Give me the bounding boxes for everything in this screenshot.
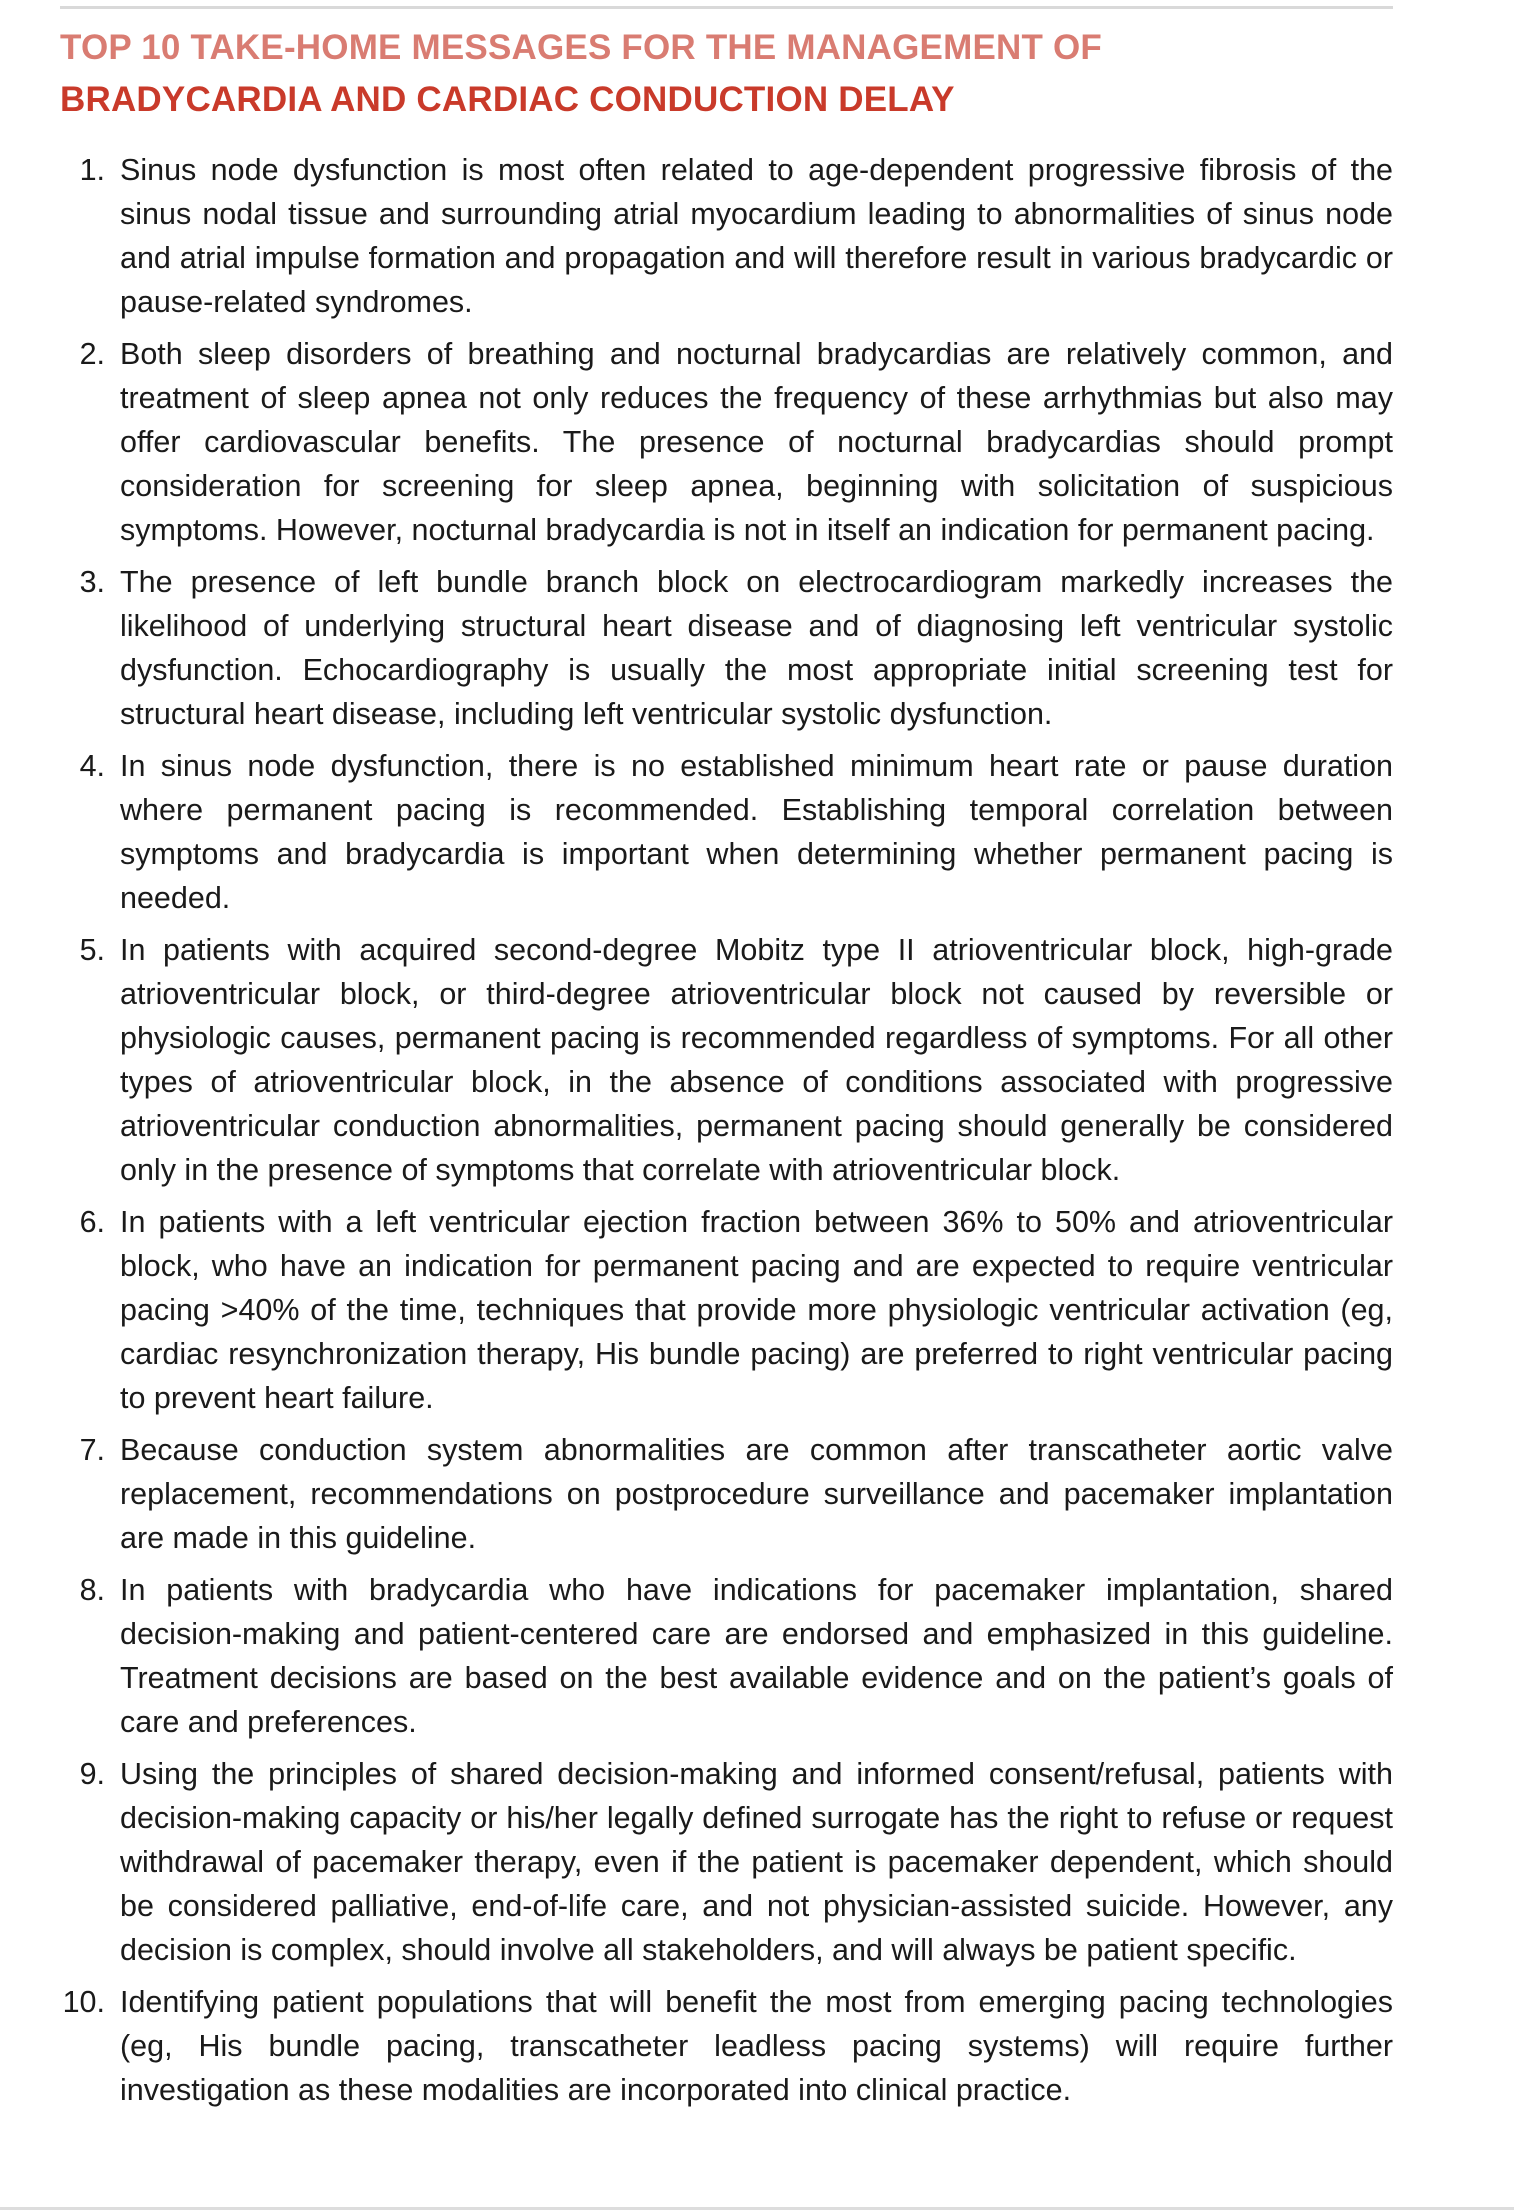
item-number: 10. [62, 1985, 105, 2019]
page-title [60, 22, 1393, 126]
item-number: 5. [79, 933, 105, 967]
top-divider [60, 6, 1393, 9]
item-number: 1. [79, 153, 105, 187]
title-line-1: TOP 10 TAKE-HOME MESSAGES FOR THE MANAGEMENT OF [60, 28, 1102, 67]
item-text: Both sleep disorders of breathing and nocturnal bradycardias are relatively common, and treatment of sleep apnea not only reduces the frequency of these arrhythmias but also may offer cardiovascular benefits. The presence of nocturnal bradycardias should prompt consideration for screening for sleep apnea, beginning with solicitation of suspicious symptoms. However, nocturnal bradycardia is not in itself an indication for permanent pacing. [120, 337, 1393, 547]
title-line-2: BRADYCARDIA AND CARDIAC CONDUCTION DELAY [60, 80, 955, 119]
list-item [60, 148, 1393, 324]
item-text: Identifying patient populations that will benefit the most from emerging pacing technologies (eg, His bundle pacing, transcatheter leadless pacing systems) will require further investigation as these modalities are incorporated into clinical practice. [120, 1985, 1393, 2107]
list-item [60, 560, 1393, 736]
item-text: In patients with a left ventricular ejection fraction between 36% to 50% and atrioventricular block, who have an indication for permanent pacing and are expected to require ventricular pacing >40% of the time, techniques that provide more physiologic ventricular activation (eg, cardiac resynchronization therapy, His bundle pacing) are preferred to right ventricular pacing to prevent heart failure. [120, 1205, 1393, 1415]
item-number: 7. [79, 1433, 105, 1467]
list-item [60, 1752, 1393, 1972]
item-text: Using the principles of shared decision-making and informed consent/refusal, patients with decision-making capacity or his/her legally defined surrogate has the right to refuse or request withdrawal of pacemaker therapy, even if the patient is pacemaker dependent, which should be considered palliative, end-of-life care, and not physician-assisted suicide. However, any decision is complex, should involve all stakeholders, and will always be patient specific. [120, 1757, 1393, 1967]
item-number: 2. [79, 337, 105, 371]
item-text: In patients with acquired second-degree Mobitz type II atrioventricular block, high-grade atrioventricular block, or third-degree atrioventricular block not caused by reversible or physiologic causes, permanent pacing is recommended regardless of symptoms. For all other types of atrioventricular block, in the absence of conditions associated with progressive atrioventricular conduction abnormalities, permanent pacing should generally be considered only in the presence of symptoms that correlate with atrioventricular block. [120, 933, 1393, 1187]
item-text: Because conduction system abnormalities are common after transcatheter aortic valve replacement, recommendations on postprocedure surveillance and pacemaker implantation are made in this guideline. [120, 1433, 1393, 1555]
item-text: Sinus node dysfunction is most often related to age-dependent progressive fibrosis of the sinus nodal tissue and surrounding atrial myocardium leading to abnormalities of sinus node and atrial impulse formation and propagation and will therefore result in various bradycardic or pause-related syndromes. [120, 153, 1393, 319]
item-number: 9. [79, 1757, 105, 1791]
item-number: 3. [79, 565, 105, 599]
item-text: The presence of left bundle branch block on electrocardiogram markedly increases the likelihood of underlying structural heart disease and of diagnosing left ventricular systolic dysfunction. Echocardiography is usually the most appropriate initial screening test for structural heart disease, including left ventricular systolic dysfunction. [120, 565, 1393, 731]
item-text: In patients with bradycardia who have indications for pacemaker implantation, shared decision-making and patient-centered care are endorsed and emphasized in this guideline. Treatment decisions are based on the best available evidence and on the patient’s goals of care and preferences. [120, 1573, 1393, 1739]
list-item [60, 744, 1393, 920]
list-item [60, 1980, 1393, 2112]
list-item [60, 1568, 1393, 1744]
item-text: In sinus node dysfunction, there is no established minimum heart rate or pause duration where permanent pacing is recommended. Establishing temporal correlation between symptoms and bradycardia is important when determining whether permanent pacing is needed. [120, 749, 1393, 915]
list-item [60, 1428, 1393, 1560]
item-number: 8. [79, 1573, 105, 1607]
item-number: 6. [79, 1205, 105, 1239]
take-home-messages-list [60, 148, 1393, 2120]
list-item [60, 332, 1393, 552]
item-number: 4. [79, 749, 105, 783]
list-item [60, 1200, 1393, 1420]
list-item [60, 928, 1393, 1192]
